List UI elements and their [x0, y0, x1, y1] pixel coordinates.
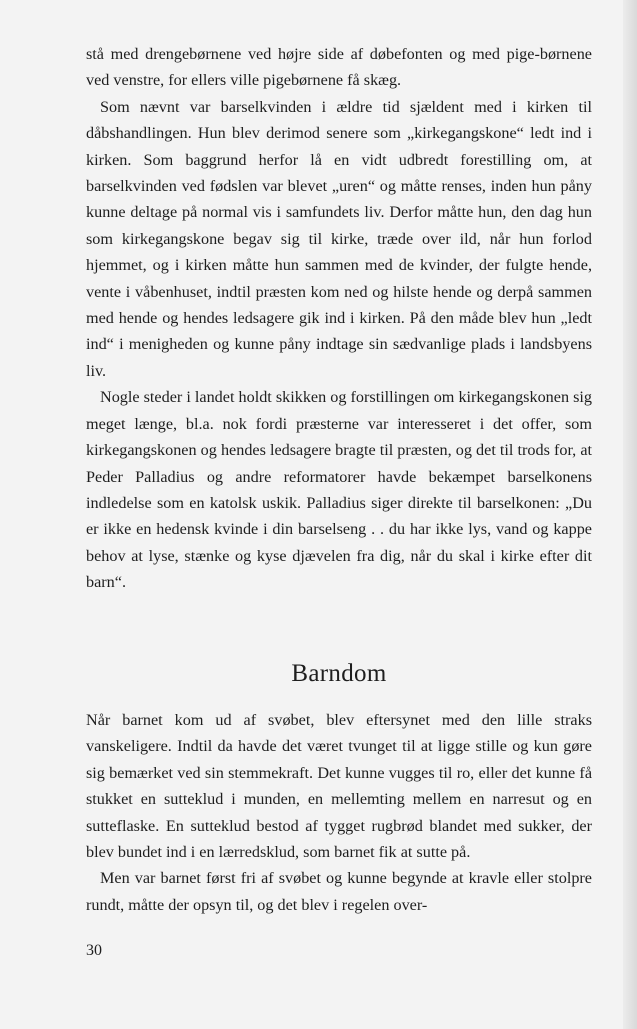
paragraph: Som nævnt var barselkvinden i ældre tid sjældent med i kirken til dåbshandlingen. Hun blev derimod senere som „kirkegangskone“ ledt ind i kirken. Som baggrund herfor lå en vidt udbredt forestilling om, at barselkvinden ved fødslen var blevet „uren“ og måtte renses, inden hun påny kunne deltage på normal vis i samfundets liv. Derfor måtte hun, den dag hun som kirkegangskone begav sig til kirke, træde over ild, når hun forlod hjemmet, og i kirken måtte hun sammen med de kvinder, der fulgte hende, vente i våbenhuset, indtil præsten kom ned og hilste hende og derpå sammen med hende og hendes ledsagere gik ind i kirken. På den måde blev hun „ledt ind“ i menigheden og kunne påny indtage sin sædvanlige plads i landsbyens liv. [86, 97, 592, 380]
page-edge-shadow [623, 0, 637, 1029]
paragraph: Men var barnet først fri af svøbet og kunne begynde at kravle eller stolpre rundt, måtte der opsyn til, og det blev i regelen over- [86, 869, 592, 914]
text-section-top [86, 41, 592, 596]
page-number: 30 [86, 942, 102, 959]
paragraph: Nogle steder i landet holdt skikken og forstillingen om kirkegangskonen sig meget længe, bl.a. nok fordi præsterne var interesseret i det offer, som kirkegangskonen og hendes ledsagere bragte til præsten, og det til trods for, at Peder Palladius og andre reformatorer havde bekæmpet barselkonens indledelse som en katolsk uskik. Palladius siger direkte til barselkonen: „Du er ikke en hedensk kvinde i din barselseng . . du har ikke lys, vand og kappe behov at lyse, stænke og kyse djævelen fra dig, når du skal i kirke efter dit barn“. [86, 388, 592, 592]
chapter-heading: Barndom [291, 660, 387, 687]
paragraph: Når barnet kom ud af svøbet, blev eftersynet med den lille straks vanskeligere. Indtil da havde det været tvunget til at ligge stille og kun gøre sig bemærket ved sin stemmekraft. Det kunne vugges til ro, eller det kunne få stukket en sutteklud i munden, en mellemting mellem en narresut og en sutteflaske. En sutteklud bestod af tygget rugbrød blandet med sukker, der blev bundet ind i en lærredsklud, som barnet fik at sutte på. [86, 711, 592, 862]
paragraph: stå med drengebørnene ved højre side af døbefonten og med pige-børnene ved venstre, for ellers ville pigebørnene få skæg. [86, 45, 592, 90]
text-section-bottom [86, 707, 592, 918]
